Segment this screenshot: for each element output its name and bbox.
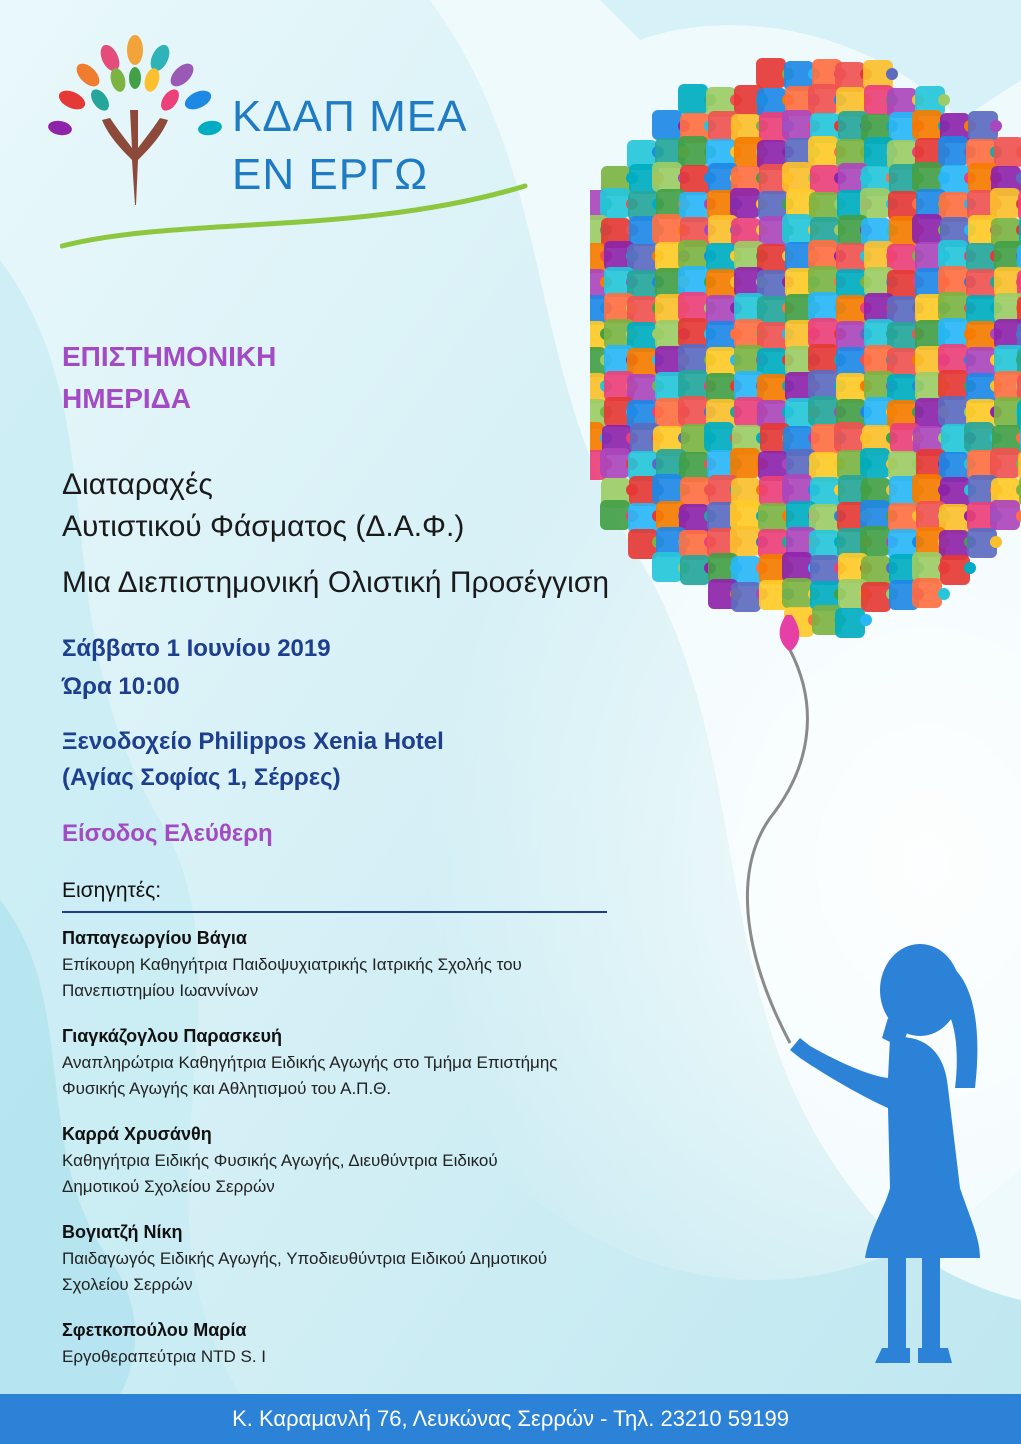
puzzle-piece [938,266,968,296]
puzzle-piece [938,292,968,322]
puzzle-piece [835,608,865,638]
puzzle-piece [912,578,942,608]
speaker-name: Παπαγεωργίου Βάγια [62,928,247,948]
puzzle-piece [860,448,890,478]
puzzle-piece [652,110,682,140]
speaker-name: Γιαγκάζογλου Παρασκευή [62,1026,282,1046]
speaker-role-line-1: Αναπληρώτρια Καθηγήτρια Ειδικής Αγωγής στο Τμήμα Επιστήμης [62,1053,558,1072]
puzzle-piece [678,240,708,270]
puzzle-piece [600,448,630,478]
puzzle-piece [912,162,942,192]
speaker-role-line-2: Φυσικής Αγωγής και Αθλητισμού του Α.Π.Θ. [62,1079,392,1098]
speaker-name: Καρρά Χρυσάνθη [62,1124,212,1144]
speaker-item [62,1022,682,1102]
puzzle-piece [808,292,838,322]
puzzle-knob [860,614,872,626]
puzzle-piece [678,84,708,114]
puzzle-piece [938,136,968,166]
puzzle-piece [912,110,942,140]
puzzle-piece [938,344,968,374]
puzzle-piece [652,214,682,244]
puzzle-piece [782,110,812,140]
puzzle-piece [678,344,708,374]
puzzle-piece [704,422,734,452]
puzzle-piece [808,240,838,270]
speaker-name: Σφετκοπούλου Μαρία [62,1320,247,1340]
puzzle-piece [912,552,942,582]
logo-swoosh [60,176,530,256]
puzzle-piece [731,582,761,612]
puzzle-piece [730,188,760,218]
puzzle-piece [860,526,890,556]
puzzle-piece [808,318,838,348]
puzzle-piece [678,136,708,166]
puzzle-piece [938,370,968,400]
footer-bar [0,1394,1021,1444]
puzzle-piece [678,396,708,426]
puzzle-knob [938,588,950,600]
puzzle-piece [782,552,812,582]
puzzle-piece [730,448,760,478]
puzzle-piece [990,500,1020,530]
puzzle-piece [678,318,708,348]
puzzle-balloon-illustration [590,40,1021,670]
puzzle-piece [808,396,838,426]
event-venue-line-1: Ξενοδοχείο Philippos Xenia Hotel [62,728,444,755]
logo-line-1: ΚΔΑΠ ΜΕΑ [232,92,468,141]
speakers-label: Εισηγητές: [62,879,162,902]
puzzle-piece [860,500,890,530]
event-type-line-1: ΕΠΙΣΤΗΜΟΝΙΚΗ [62,341,277,372]
logo-line-2: ΕΝ ΕΡΓΩ [232,150,429,199]
event-type-line-2: ΗΜΕΡΙΔΑ [62,383,192,414]
event-title-line-2: Αυτιστικού Φάσματος (Δ.Α.Φ.) [62,510,465,543]
event-date-time [62,630,331,706]
puzzle-piece [756,58,786,88]
puzzle-piece [808,136,838,166]
speakers-divider [62,911,607,913]
speaker-role-line-2: Δημοτικού Σχολείου Σερρών [62,1177,275,1196]
speaker-role-line-1: Επίκουρη Καθηγήτρια Παιδοψυχιατρικής Ιατρικής Σχολής του [62,955,522,974]
puzzle-piece [652,474,682,504]
puzzle-piece [990,188,1020,218]
puzzle-piece [730,500,760,530]
speaker-item [62,924,682,1004]
puzzle-piece [782,474,812,504]
speaker-role-line-1: Παιδαγωγός Ειδικής Αγωγής, Υποδιευθύντρια Ειδικού Δημοτικού [62,1249,548,1268]
puzzle-knob [990,536,1002,548]
puzzle-piece [600,500,630,530]
speaker-name: Βογιατζή Νίκη [62,1222,183,1242]
event-entry: Είσοδος Ελεύθερη [62,820,273,847]
puzzle-piece [782,578,812,608]
puzzle-piece [964,422,994,452]
footer-contact: Κ. Καραμανλή 76, Λευκώνας Σερρών - Τηλ. 23210 59199 [232,1406,789,1431]
speaker-role-line-2: Πανεπιστημίου Ιωαννίνων [62,981,259,1000]
puzzle-piece [678,292,708,322]
speaker-item [62,1316,682,1370]
puzzle-piece [938,318,968,348]
puzzle-piece [912,474,942,504]
speaker-role-line-2: Σχολείου Σερρών [62,1275,193,1294]
speaker-role-line-1: Καθηγήτρια Ειδικής Φυσικής Αγωγής, Διευθύντρια Ειδικού [62,1151,498,1170]
event-date: Σάββατο 1 Ιουνίου 2019 [62,635,331,662]
puzzle-piece [782,162,812,192]
event-title [62,464,464,548]
puzzle-piece [782,214,812,244]
puzzle-piece [834,422,864,452]
puzzle-piece [912,214,942,244]
puzzle-knob [938,94,950,106]
puzzle-piece [808,266,838,296]
puzzle-piece [808,344,838,374]
puzzle-piece [652,552,682,582]
puzzle-knob [886,68,898,80]
puzzle-piece [938,396,968,426]
event-venue [62,724,444,796]
puzzle-piece [808,84,838,114]
puzzle-knob [964,562,976,574]
puzzle-piece [600,188,630,218]
puzzle-piece [652,162,682,192]
puzzle-piece [860,188,890,218]
puzzle-piece [808,370,838,400]
puzzle-piece [678,266,708,296]
event-subtitle: Μια Διεπιστημονική Ολιστική Προσέγγιση [62,566,610,599]
speaker-item [62,1218,682,1298]
event-venue-line-2: (Αγίας Σοφίας 1, Σέρρες) [62,764,341,791]
puzzle-piece [938,240,968,270]
puzzle-piece [861,582,891,612]
girl-silhouette-illustration [770,938,990,1378]
puzzle-piece [730,526,760,556]
puzzle-piece [678,370,708,400]
speaker-role-line-1: Εργοθεραπεύτρια NTD S. I [62,1347,266,1366]
event-time: Ώρα 10:00 [62,673,180,700]
event-type [62,336,276,420]
speaker-item [62,1120,682,1200]
event-title-line-1: Διαταραχές [62,468,213,501]
puzzle-knob [990,120,1002,132]
puzzle-piece [990,448,1020,478]
